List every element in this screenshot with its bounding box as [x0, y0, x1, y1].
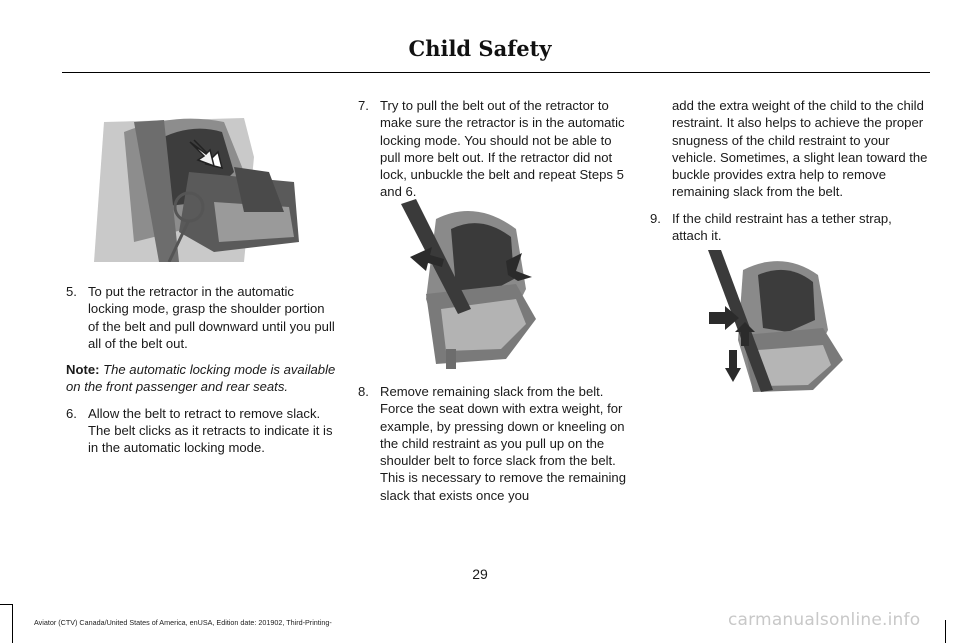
step-7: [358, 97, 632, 201]
step-6: [66, 405, 338, 457]
note-text: The automatic locking mode is available on the front passenger and rear seats.: [66, 362, 336, 395]
step-text: Allow the belt to retract to remove slack. The belt clicks as it retracts to indicate it is in the automatic locking mode.: [88, 405, 333, 456]
column-2: [358, 97, 632, 210]
step-number: 6.: [66, 405, 77, 421]
page-number: 29: [472, 566, 488, 582]
step-number: 9.: [650, 210, 661, 226]
step-text: If the child restraint has a tether strap, attach it.: [672, 210, 892, 244]
column-3: [650, 97, 928, 253]
step-text: Try to pull the belt out of the retractor to make sure the retractor is in the automatic locking mode. You should not be able to pull more belt out. If the retractor did not lock, unbuckle the belt and repeat Steps 5 and 6.: [380, 98, 625, 200]
step-number: 8.: [358, 384, 369, 399]
continuation-text: add the extra weight of the child to the child restraint. It also helps to achieve the proper snugness of the child restraint to your vehicle. Sometimes, a slight lean toward the buckle provides extra help to remove remaining slack from the belt.: [672, 98, 928, 200]
step-8: [358, 383, 632, 504]
step-text: Remove remaining slack from the belt. Force the seat down with extra weight, for example, by pressing down or kneeling on the child restraint as you pull up on the shoulder belt to force slack from the belt. This is necessary to remove the remaining slack that exists once you: [380, 384, 626, 503]
figure-remove-slack: [703, 250, 849, 398]
step-number: 7.: [358, 98, 369, 113]
header-rule: [62, 72, 930, 73]
step-number: 5.: [66, 284, 77, 299]
page-title: Child Safety: [408, 36, 552, 61]
watermark-text: carmanualsonline.info: [728, 610, 921, 630]
crop-mark: [12, 604, 13, 643]
column-2-lower: [358, 383, 632, 513]
note-label: Note:: [66, 362, 100, 378]
column-1: [66, 283, 338, 466]
note: [66, 361, 338, 396]
step-9: [650, 210, 928, 245]
figure-belt-pull: [94, 112, 306, 262]
step-text: To put the retractor in the automatic locking mode, grasp the shoulder portion of the belt and pull downward until you pull all of the belt out.: [88, 284, 335, 351]
crop-mark: [0, 604, 13, 605]
figure-retractor-check: [396, 199, 556, 369]
footer-text: Aviator (CTV) Canada/United States of America, enUSA, Edition date: 201902, Third-Printing-: [34, 618, 332, 627]
step-5: [66, 283, 338, 352]
crop-mark: [945, 620, 946, 643]
